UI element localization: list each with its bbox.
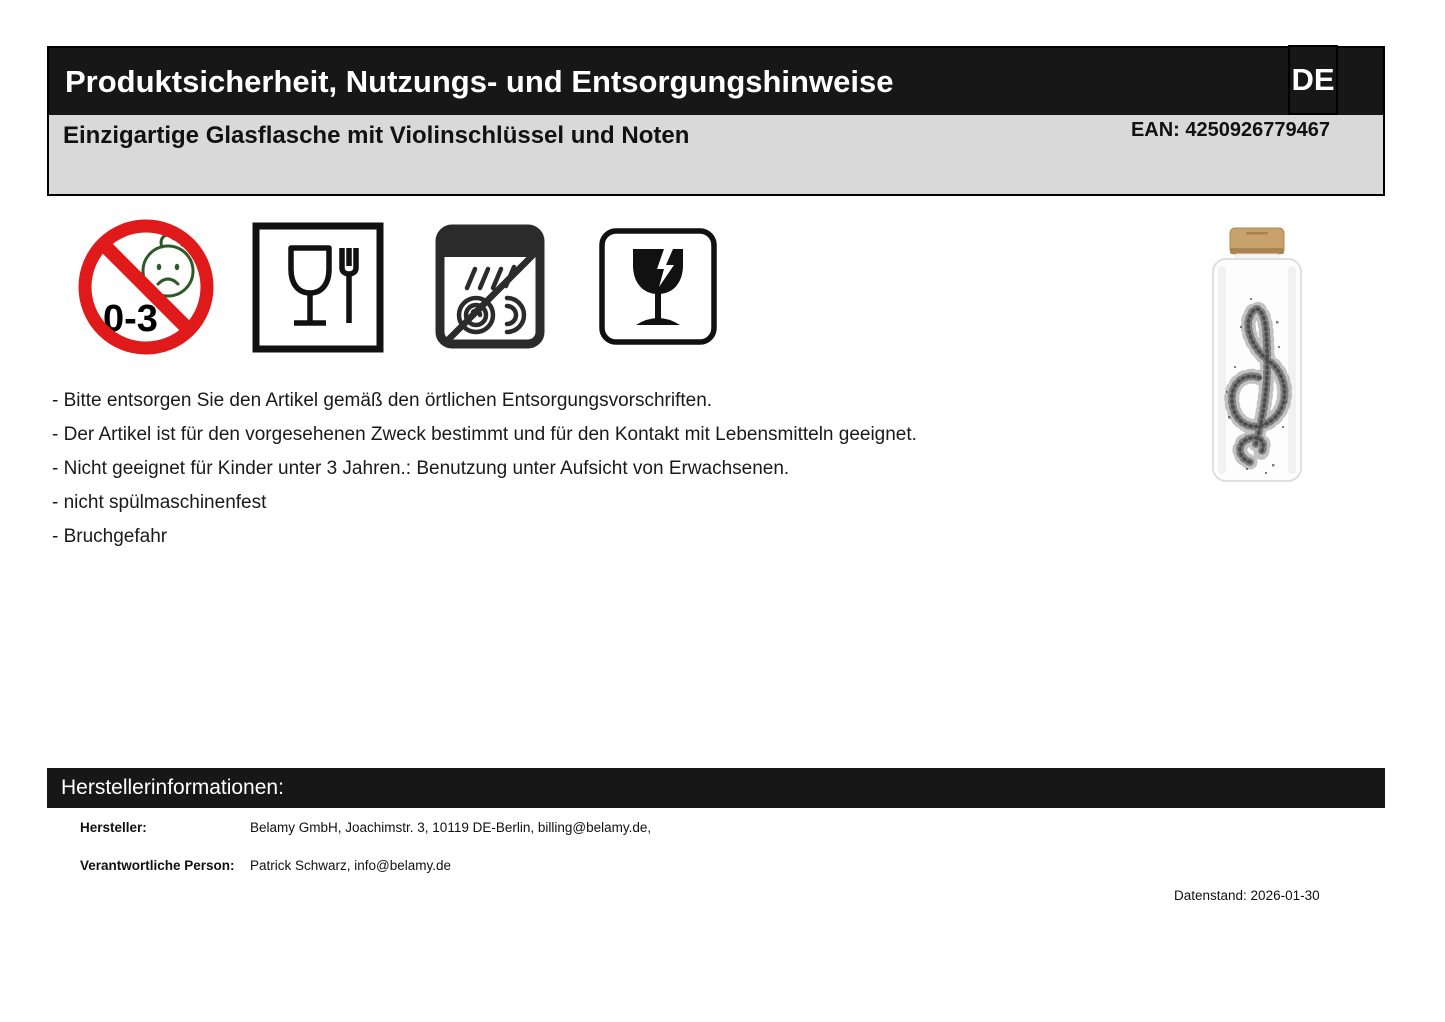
subheader-bar (49, 115, 1383, 194)
responsible-person-label: Verantwortliche Person: (80, 858, 235, 873)
language-badge (1288, 45, 1338, 115)
ean-code: EAN: 4250926779467 (1130, 119, 1330, 141)
title-bar (49, 48, 1383, 115)
glass-bottle-photo (1210, 226, 1304, 484)
not-dishwasher-safe-icon (435, 224, 545, 349)
manufacturer-value: Belamy GmbH, Joachimstr. 3, 10119 DE-Berlin, billing@belamy.de, (250, 820, 652, 835)
safety-note: - nicht spülmaschinenfest (52, 492, 267, 513)
food-contact-safe-svg (252, 222, 384, 353)
responsible-person-value: Patrick Schwarz, info@belamy.de (250, 858, 452, 873)
glass-bottle-svg (1210, 226, 1304, 484)
age-range-text: 0-3 (103, 298, 158, 340)
food-contact-safe-icon (252, 222, 384, 353)
manufacturer-label: Hersteller: (80, 820, 147, 835)
fragile-glass-svg (598, 227, 718, 346)
manufacturer-section-bar (47, 768, 1385, 808)
safety-note: - Nicht geeignet für Kinder unter 3 Jahren.: Benutzung unter Aufsicht von Erwachsenen. (52, 458, 790, 479)
manufacturer-section-title: Herstellerinformationen: (61, 776, 284, 799)
product-name: Einzigartige Glasflasche mit Violinschlüssel und Noten (63, 122, 690, 149)
page-title: Produktsicherheit, Nutzungs- und Entsorgungshinweise (65, 63, 894, 99)
safety-note: - Bruchgefahr (52, 526, 168, 547)
data-status: Datenstand: 2026-01-30 (1174, 888, 1320, 903)
age-0-3-warning-icon (78, 219, 214, 355)
language-code: DE (1291, 62, 1335, 97)
safety-note: - Bitte entsorgen Sie den Artikel gemäß den örtlichen Entsorgungsvorschriften. (52, 390, 713, 411)
not-dishwasher-safe-svg (435, 224, 545, 349)
safety-note: - Der Artikel ist für den vorgesehenen Zweck bestimmt und für den Kontakt mit Lebensmitteln geeignet. (52, 424, 917, 445)
fragile-glass-icon (598, 227, 718, 346)
age-0-3-warning-svg (78, 219, 214, 355)
safety-notes-list (52, 384, 917, 554)
header-block (47, 46, 1385, 196)
